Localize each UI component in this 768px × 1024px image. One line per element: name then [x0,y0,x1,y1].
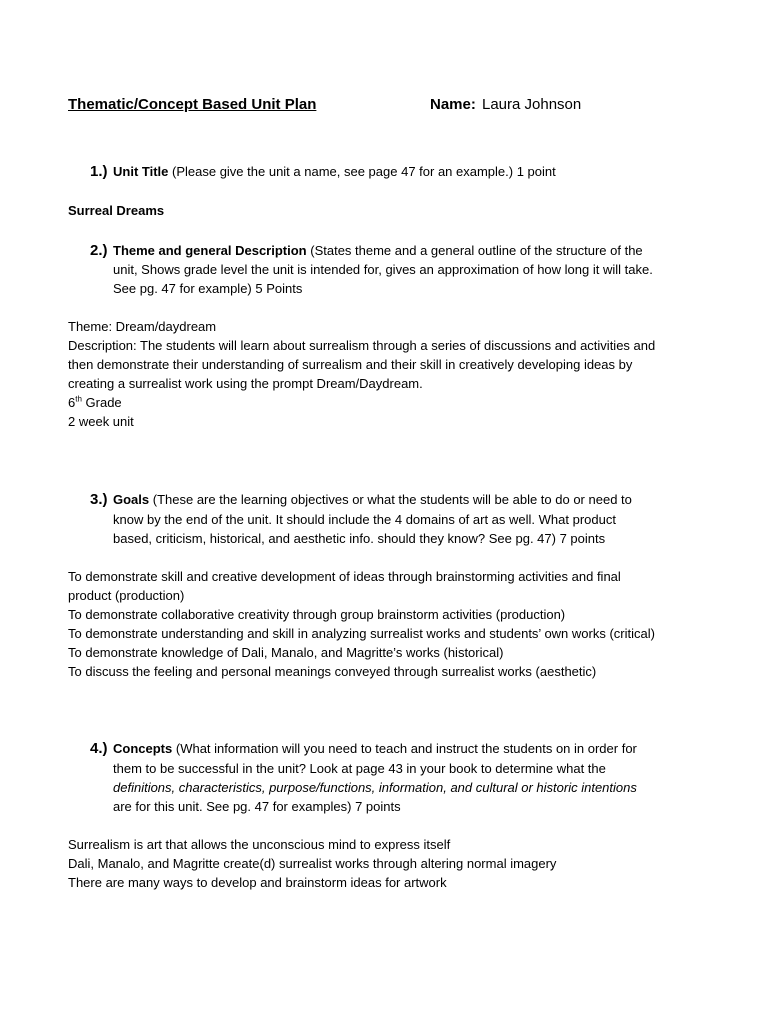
q1-number: 1.) [90,163,108,180]
q2-duration: 2 week unit [68,414,134,429]
q3-prompt-1: (These are the learning objectives or what the students will be able to do or need to [152,492,632,507]
author-name: Laura Johnson [482,96,582,113]
q2-prompt-1: (States theme and a general outline of the structure of the [310,243,643,258]
q4-question-line-4: are for this unit. See pg. 47 for examples) 7 points [113,799,401,814]
q2-answer-line: Theme: Dream/daydream [68,319,217,334]
q2-number: 2.) [90,242,108,259]
grade-superscript: th [75,394,82,404]
q1-question [113,162,556,181]
q2-answer-line: then demonstrate their understanding of surrealism and their skill in creatively developing ideas by [68,357,633,372]
q3-goal-line: To demonstrate collaborative creativity through group brainstorm activities (production) [68,607,566,622]
q4-number: 4.) [90,740,108,757]
grade-number: 6 [68,395,76,410]
q2-answer-line: Description: The students will learn about surrealism through a series of discussions and activities and [68,338,656,353]
q4-concept-line: Dali, Manalo, and Magritte create(d) surrealist works through altering normal imagery [68,856,557,871]
q3-heading: Goals [113,492,150,507]
q4-concept-line: Surrealism is art that allows the unconscious mind to express itself [68,837,451,852]
q4-question-line-3: definitions, characteristics, purpose/functions, information, and cultural or historic intentions [113,780,637,795]
q2-grade-level [68,393,122,412]
grade-word: Grade [81,395,122,410]
q1-heading: Unit Title [113,164,169,179]
q3-goal-line: product (production) [68,588,185,603]
q4-heading: Concepts [113,741,173,756]
q3-goal-line: To demonstrate understanding and skill in analyzing surrealist works and students’ own works (critical) [68,626,655,641]
q2-question-line-2: unit, Shows grade level the unit is intended for, gives an approximation of how long it will take. [113,262,653,277]
q4-question-line-2: them to be successful in the unit? Look at page 43 in your book to determine what the [113,761,606,776]
q3-question-line-2: know by the end of the unit. It should include the 4 domains of art as well. What product [113,512,616,527]
q1-prompt: (Please give the unit a name, see page 47 for an example.) 1 point [172,164,556,179]
q3-goal-line: To demonstrate skill and creative development of ideas through brainstorming activities and final [68,569,621,584]
q3-question-line-1 [113,490,632,509]
q3-goal-line: To discuss the feeling and personal meanings conveyed through surrealist works (aesthetic) [68,664,597,679]
q4-prompt-1: (What information will you need to teach and instruct the students on in order for [175,741,637,756]
q3-goal-line: To demonstrate knowledge of Dali, Manalo, and Magritte’s works (historical) [68,645,504,660]
q2-question-line-3: See pg. 47 for example) 5 Points [113,281,303,296]
q3-question-line-3: based, criticism, historical, and aesthetic info. should they know? See pg. 47) 7 points [113,531,606,546]
name-label: Name: [430,96,476,113]
q4-question-line-1 [113,739,637,758]
q3-number: 3.) [90,491,108,508]
q2-heading: Theme and general Description [113,243,307,258]
q2-question-line-1 [113,241,643,260]
document-title: Thematic/Concept Based Unit Plan [68,96,317,113]
q1-answer: Surreal Dreams [68,203,165,218]
q2-answer-line: creating a surrealist work using the prompt Dream/Daydream. [68,376,423,391]
q4-concept-line: There are many ways to develop and brainstorm ideas for artwork [68,875,447,890]
